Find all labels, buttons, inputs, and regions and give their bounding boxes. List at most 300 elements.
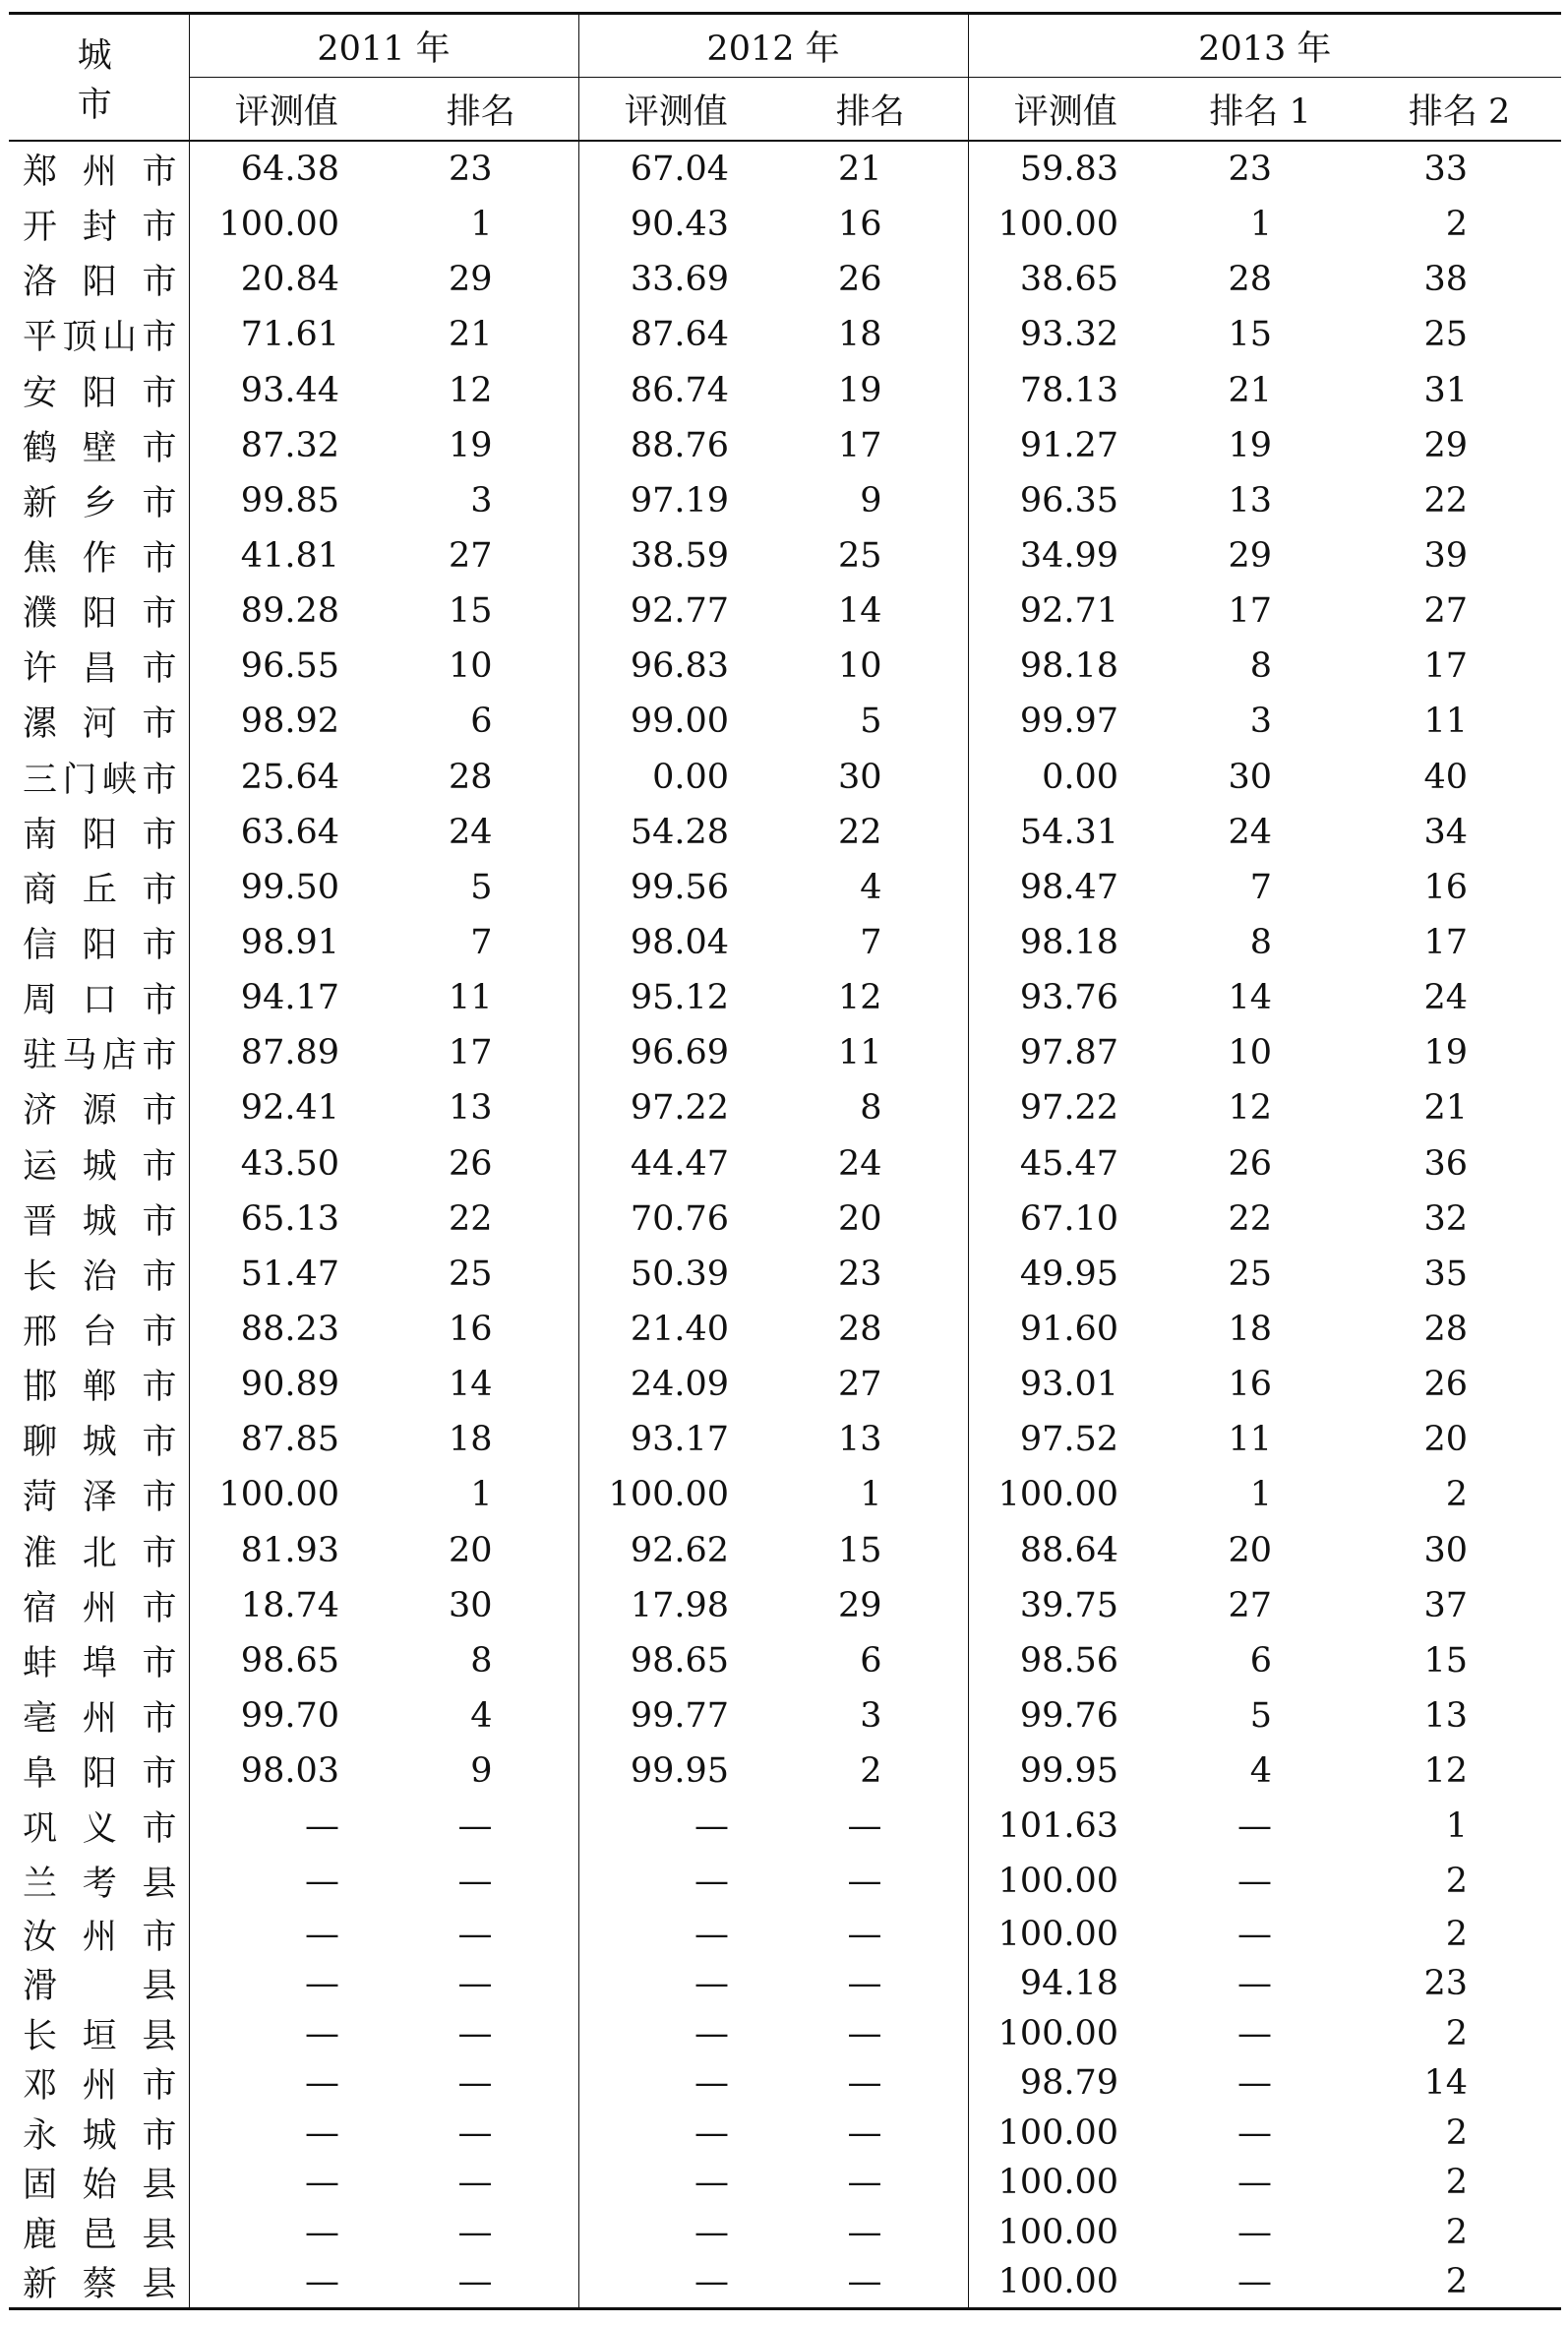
city-name-cell: 兰考县 <box>23 1865 177 1905</box>
score-2013-cell: 99.76 <box>968 1688 1163 1744</box>
rank1-2013-cell: 8 <box>1249 646 1273 687</box>
rank-2011-cell: 21 <box>448 315 493 355</box>
city-name-cell: 巩义市 <box>23 1809 177 1850</box>
city-name-cell: 焦作市 <box>23 539 177 580</box>
rank2-2013-cell: 22 <box>1423 480 1469 520</box>
rank2-2013-cell: 34 <box>1423 812 1469 852</box>
city-name-cell: 邯郸市 <box>23 1368 177 1408</box>
city-name-cell: 信阳市 <box>23 926 177 966</box>
evaluation-table-container <box>9 12 1561 2310</box>
rank1-2013-cell: 5 <box>1249 1696 1273 1736</box>
score-2012-cell: 96.69 <box>578 1025 773 1080</box>
city-evaluation-table <box>9 12 1561 2310</box>
rank-2012-cell: 1 <box>860 1475 882 1515</box>
rank1-2013-cell: 26 <box>1228 1143 1273 1184</box>
rank-2011-cell: 12 <box>448 370 493 410</box>
rank-2012-cell: 30 <box>837 757 882 797</box>
score-2011-cell: 99.50 <box>189 860 384 915</box>
city-name-cell: 郑州市 <box>23 153 177 193</box>
rank-2012-cell: — <box>847 2163 882 2203</box>
rank2-2013-cell: 26 <box>1423 1365 1469 1405</box>
rank2-2013-cell: 2 <box>1445 2013 1469 2053</box>
table-row <box>9 970 1561 1025</box>
score-2012-cell: 99.77 <box>578 1688 773 1744</box>
rank-2012-cell: — <box>847 2112 882 2153</box>
year-2011-header: 2011 年 <box>189 14 578 78</box>
city-name-cell: 新蔡县 <box>9 2257 189 2308</box>
rank1-2013-cell: 10 <box>1228 1033 1273 1073</box>
city-name-cell: 固始县 <box>23 2166 177 2206</box>
score-2012-cell: 17.98 <box>578 1578 773 1633</box>
rank2-2013-cell: 2 <box>1445 1475 1469 1515</box>
rank-2012-cell: 8 <box>860 1088 882 1129</box>
rank-2011-cell: 22 <box>448 1198 493 1239</box>
score-2013-cell: 38.65 <box>968 252 1163 307</box>
rank-2012-cell: 19 <box>837 370 882 410</box>
rank1-2013-cell: 29 <box>1228 536 1273 577</box>
city-name-cell: 鹿邑县 <box>23 2215 177 2255</box>
table-row <box>9 1688 1561 1744</box>
city-name-cell: 驻马店市 <box>23 1036 177 1076</box>
rank-2011-cell: 26 <box>448 1143 493 1184</box>
rank1-2013-cell: 16 <box>1228 1365 1273 1405</box>
score-2013-cell: 100.00 <box>968 1910 1163 1960</box>
score-2011-cell: 41.81 <box>189 528 384 583</box>
city-name-cell: 安阳市 <box>23 373 177 413</box>
table-row <box>9 418 1561 473</box>
table-row <box>9 639 1561 694</box>
score-2011-cell: 18.74 <box>189 1578 384 1633</box>
rank1-2013-cell: — <box>1237 1862 1273 1902</box>
rank-2011-cell: 25 <box>448 1254 493 1294</box>
rank1-2013-cell: 13 <box>1228 480 1273 520</box>
table-row <box>9 2208 1561 2258</box>
rank-2011-cell: — <box>457 2163 493 2203</box>
rank-2011-cell: 9 <box>470 1751 493 1792</box>
score-2013-cell: 100.00 <box>968 2158 1163 2208</box>
year-2013-header: 2013 年 <box>968 14 1561 78</box>
rank2-2013-cell: 35 <box>1423 1254 1469 1294</box>
rank2-2013-cell: 13 <box>1423 1696 1469 1736</box>
score-2013-cell: 101.63 <box>968 1799 1163 1854</box>
year-2012-header: 2012 年 <box>578 14 968 78</box>
rank-2011-cell: — <box>384 2257 578 2308</box>
rank1-2013-cell: 15 <box>1228 315 1273 355</box>
score-2011-cell: — <box>189 2058 384 2109</box>
rank1-2013-cell: — <box>1237 2212 1273 2252</box>
score-2012-cell: 54.28 <box>578 805 773 860</box>
score-2012-cell: 88.76 <box>578 418 773 473</box>
rank1-2013-cell: 18 <box>1228 1310 1273 1350</box>
rank-2011-cell: 16 <box>448 1310 493 1350</box>
table-row <box>9 1633 1561 1688</box>
score-2011-cell: — <box>189 1910 384 1960</box>
city-name-cell: 周口市 <box>23 981 177 1021</box>
table-row <box>9 1910 1561 1960</box>
score-2012-cell: 90.43 <box>578 197 773 252</box>
city-name-cell: 邢台市 <box>23 1313 177 1353</box>
rank-2012-cell: 4 <box>860 867 882 907</box>
table-row <box>9 528 1561 583</box>
table-row <box>9 1247 1561 1302</box>
rank-2011-cell: 18 <box>448 1420 493 1460</box>
rank1-2013-cell: — <box>1237 2163 1273 2203</box>
score-2013-cell: 45.47 <box>968 1136 1163 1192</box>
table-row <box>9 1357 1561 1412</box>
rank-2011-cell: — <box>457 2013 493 2053</box>
rank1-2013-cell: 14 <box>1228 978 1273 1018</box>
score-2013-cell: 98.18 <box>968 639 1163 694</box>
score-2011-cell: — <box>189 1799 384 1854</box>
rank2-2013-cell: 24 <box>1423 978 1469 1018</box>
rank1-2013-cell: 1 <box>1249 205 1273 245</box>
rank1-2013-cell: 11 <box>1228 1420 1273 1460</box>
score-2012-cell: 97.22 <box>578 1080 773 1135</box>
rank-2012-cell: 22 <box>837 812 882 852</box>
table-row <box>9 141 1561 197</box>
score-2012-cell: 92.62 <box>578 1523 773 1578</box>
rank-2012-cell: — <box>847 1914 882 1954</box>
rank1-2013-cell: 27 <box>1228 1585 1273 1625</box>
score-2013-cell: 97.22 <box>968 1080 1163 1135</box>
rank-2011-cell: 30 <box>448 1585 493 1625</box>
rank-2011-cell: 15 <box>448 591 493 632</box>
score-2013-cell: 100.00 <box>968 2009 1163 2059</box>
score-2011-cell: 87.32 <box>189 418 384 473</box>
score-2012-cell: 95.12 <box>578 970 773 1025</box>
rank1-2013-cell: 12 <box>1228 1088 1273 1129</box>
city-name-cell: 许昌市 <box>23 649 177 690</box>
rank-2012-cell: — <box>847 1862 882 1902</box>
score-2012-cell: — <box>578 2009 773 2059</box>
rank1-2013-cell: 3 <box>1249 702 1273 742</box>
city-name-cell: 阜阳市 <box>23 1754 177 1795</box>
score-2012-cell: — <box>578 2109 773 2159</box>
table-row <box>9 750 1561 805</box>
score-2011-cell: 92.41 <box>189 1080 384 1135</box>
score-2012-cell: 99.00 <box>578 694 773 749</box>
score-2012-cell: 0.00 <box>578 750 773 805</box>
city-name-cell: 永城市 <box>23 2115 177 2156</box>
table-row <box>9 473 1561 528</box>
score-2013-cell: 0.00 <box>968 750 1163 805</box>
city-name-cell: 三门峡市 <box>23 760 177 800</box>
score-2011-cell: 98.91 <box>189 915 384 970</box>
score-2011-cell: — <box>189 1854 384 1909</box>
rank-2011-cell: 3 <box>470 480 493 520</box>
rank1-2013-header: 排名 1 <box>1163 78 1357 142</box>
table-row <box>9 915 1561 970</box>
score-2012-cell: 44.47 <box>578 1136 773 1192</box>
score-2012-cell: 98.65 <box>578 1633 773 1688</box>
score-2012-cell: 92.77 <box>578 583 773 639</box>
rank2-2013-cell: 27 <box>1423 591 1469 632</box>
score-2011-cell: 63.64 <box>189 805 384 860</box>
rank-2012-cell: — <box>773 2257 968 2308</box>
rank2-2013-cell: 2 <box>1445 2163 1469 2203</box>
city-name-cell: 蚌埠市 <box>23 1643 177 1683</box>
rank-2012-cell: 7 <box>860 923 882 963</box>
rank1-2013-cell: 4 <box>1249 1751 1273 1792</box>
rank2-2013-cell: 15 <box>1423 1640 1469 1681</box>
score-2011-cell: — <box>189 2009 384 2059</box>
rank1-2013-cell: 22 <box>1228 1198 1273 1239</box>
score-2011-cell: 100.00 <box>189 1467 384 1522</box>
rank1-2013-cell: 30 <box>1228 757 1273 797</box>
score-2011-cell: 89.28 <box>189 583 384 639</box>
city-name-cell: 开封市 <box>23 208 177 248</box>
score-2012-cell: — <box>578 1854 773 1909</box>
score-2011-cell: 51.47 <box>189 1247 384 1302</box>
score-2012-cell: — <box>578 1799 773 1854</box>
score-2011-cell: 99.70 <box>189 1688 384 1744</box>
table-row <box>9 694 1561 749</box>
score-2011-cell: 81.93 <box>189 1523 384 1578</box>
city-name-cell: 亳州市 <box>23 1699 177 1739</box>
score-2012-cell: 67.04 <box>578 141 773 197</box>
city-name-cell: 洛阳市 <box>23 263 177 303</box>
score-2013-cell: 67.10 <box>968 1192 1163 1247</box>
rank-2011-cell: 1 <box>470 205 493 245</box>
rank-2011-cell: — <box>457 2112 493 2153</box>
rank-2011-cell: 27 <box>448 536 493 577</box>
score-2011-header: 评测值 <box>189 78 384 142</box>
score-2012-cell: 33.69 <box>578 252 773 307</box>
score-2013-cell: 54.31 <box>968 805 1163 860</box>
score-2011-cell: 71.61 <box>189 307 384 362</box>
score-2012-cell: 93.17 <box>578 1412 773 1467</box>
table-row <box>9 2058 1561 2109</box>
rank-2012-cell: 16 <box>837 205 882 245</box>
rank2-2013-cell: 12 <box>1423 1751 1469 1792</box>
rank-2012-cell: 27 <box>837 1365 882 1405</box>
table-body <box>9 141 1561 2308</box>
score-2011-cell: — <box>189 2257 384 2308</box>
rank-2012-cell: — <box>847 1964 882 2004</box>
score-2011-cell: 98.03 <box>189 1744 384 1799</box>
rank-2012-cell: 26 <box>837 260 882 300</box>
score-2013-cell: 100.00 <box>968 2257 1163 2308</box>
rank-2012-cell: 18 <box>837 315 882 355</box>
rank1-2013-cell: — <box>1237 2063 1273 2104</box>
score-2011-cell: 94.17 <box>189 970 384 1025</box>
score-2013-cell: 97.52 <box>968 1412 1163 1467</box>
rank2-2013-cell: 2 <box>1445 2112 1469 2153</box>
city-name-cell: 长垣县 <box>23 2016 177 2056</box>
rank1-2013-cell: 8 <box>1249 923 1273 963</box>
rank2-2013-cell: 17 <box>1423 923 1469 963</box>
rank-2012-cell: 29 <box>837 1585 882 1625</box>
rank2-2013-cell: 30 <box>1423 1530 1469 1570</box>
rank2-2013-cell: 14 <box>1423 2063 1469 2104</box>
rank-2011-cell: 10 <box>448 646 493 687</box>
score-2011-cell: 65.13 <box>189 1192 384 1247</box>
table-row <box>9 197 1561 252</box>
rank1-2013-cell: — <box>1163 2257 1357 2308</box>
rank1-2013-cell: 23 <box>1228 150 1273 190</box>
score-2011-cell: — <box>189 2109 384 2159</box>
rank2-2013-cell: 2 <box>1445 1914 1469 1954</box>
score-2013-cell: 98.18 <box>968 915 1163 970</box>
rank1-2013-cell: 25 <box>1228 1254 1273 1294</box>
rank1-2013-cell: 20 <box>1228 1530 1273 1570</box>
score-2011-cell: — <box>189 2158 384 2208</box>
table-row <box>9 2257 1561 2308</box>
city-name-cell: 鹤壁市 <box>23 428 177 468</box>
rank1-2013-cell: 19 <box>1228 425 1273 465</box>
score-2012-cell: 50.39 <box>578 1247 773 1302</box>
score-2011-cell: 98.65 <box>189 1633 384 1688</box>
table-row <box>9 2009 1561 2059</box>
rank-2012-cell: — <box>847 2063 882 2104</box>
score-2012-cell: 98.04 <box>578 915 773 970</box>
score-2013-cell: 39.75 <box>968 1578 1163 1633</box>
city-name-cell: 平顶山市 <box>23 318 177 358</box>
score-2012-cell: 99.56 <box>578 860 773 915</box>
city-name-cell: 滑县 <box>23 1967 177 2007</box>
score-2012-cell: 96.83 <box>578 639 773 694</box>
rank-2012-cell: 25 <box>837 536 882 577</box>
score-2011-cell: 20.84 <box>189 252 384 307</box>
score-2011-cell: — <box>189 2208 384 2258</box>
score-2012-cell: 21.40 <box>578 1302 773 1357</box>
city-name-cell: 宿州市 <box>23 1588 177 1628</box>
rank-2011-cell: 5 <box>470 867 493 907</box>
rank2-2013-cell: 39 <box>1423 536 1469 577</box>
rank-2012-cell: — <box>847 2013 882 2053</box>
rank2-2013-cell: 23 <box>1423 1964 1469 2004</box>
city-name-cell: 聊城市 <box>23 1423 177 1463</box>
score-2013-cell: 98.79 <box>968 2058 1163 2109</box>
rank-2012-cell: 21 <box>837 150 882 190</box>
rank1-2013-cell: 6 <box>1249 1640 1273 1681</box>
rank-2011-cell: 23 <box>448 150 493 190</box>
score-2013-cell: 98.47 <box>968 860 1163 915</box>
score-2013-cell: 99.97 <box>968 694 1163 749</box>
score-2013-cell: 49.95 <box>968 1247 1163 1302</box>
city-name-cell: 漯河市 <box>23 704 177 745</box>
rank2-2013-cell: 32 <box>1423 1198 1469 1239</box>
city-name-cell: 汝州市 <box>23 1917 177 1957</box>
score-2013-cell: 100.00 <box>968 1467 1163 1522</box>
city-name-cell: 淮北市 <box>23 1533 177 1573</box>
city-name-cell: 邓州市 <box>23 2066 177 2107</box>
rank-2011-cell: 4 <box>470 1696 493 1736</box>
rank-2011-cell: 8 <box>470 1640 493 1681</box>
table-row <box>9 1025 1561 1080</box>
rank-2011-cell: 11 <box>448 978 493 1018</box>
rank-2012-cell: 14 <box>837 591 882 632</box>
rank1-2013-cell: — <box>1237 2112 1273 2153</box>
rank1-2013-cell: — <box>1237 1806 1273 1847</box>
score-2013-cell: 100.00 <box>968 1854 1163 1909</box>
score-2011-cell: 87.85 <box>189 1412 384 1467</box>
table-row <box>9 1136 1561 1192</box>
rank1-2013-cell: 24 <box>1228 812 1273 852</box>
score-2012-cell: 99.95 <box>578 1744 773 1799</box>
rank2-2013-cell: 20 <box>1423 1420 1469 1460</box>
score-2012-cell: — <box>578 1910 773 1960</box>
table-row <box>9 307 1561 362</box>
score-2011-cell: 25.64 <box>189 750 384 805</box>
rank1-2013-cell: — <box>1237 2013 1273 2053</box>
score-2013-cell: 59.83 <box>968 141 1163 197</box>
score-2012-cell: 87.64 <box>578 307 773 362</box>
rank2-2013-cell: 2 <box>1357 2257 1561 2308</box>
rank-2011-cell: 28 <box>448 757 493 797</box>
score-2011-cell: — <box>189 1959 384 2009</box>
rank-2011-cell: 7 <box>470 923 493 963</box>
rank2-2013-cell: 36 <box>1423 1143 1469 1184</box>
rank2-2013-cell: 1 <box>1445 1806 1469 1847</box>
rank-2012-cell: 9 <box>860 480 882 520</box>
rank1-2013-cell: 28 <box>1228 260 1273 300</box>
rank2-2013-cell: 2 <box>1445 205 1469 245</box>
rank-2012-cell: 11 <box>837 1033 882 1073</box>
rank-2011-cell: 19 <box>448 425 493 465</box>
rank-2011-cell: — <box>457 1806 493 1847</box>
rank1-2013-cell: — <box>1237 1914 1273 1954</box>
rank-2011-cell: 20 <box>448 1530 493 1570</box>
score-2013-cell: 99.95 <box>968 1744 1163 1799</box>
score-2011-cell: 43.50 <box>189 1136 384 1192</box>
score-2013-cell: 91.60 <box>968 1302 1163 1357</box>
rank2-2013-cell: 21 <box>1423 1088 1469 1129</box>
rank-2012-cell: 6 <box>860 1640 882 1681</box>
table-row <box>9 1578 1561 1633</box>
score-2013-cell: 34.99 <box>968 528 1163 583</box>
rank2-2013-cell: 28 <box>1423 1310 1469 1350</box>
score-2011-cell: 100.00 <box>189 197 384 252</box>
table-row <box>9 1412 1561 1467</box>
score-2013-cell: 96.35 <box>968 473 1163 528</box>
table-row <box>9 2109 1561 2159</box>
table-row <box>9 1959 1561 2009</box>
rank2-2013-cell: 31 <box>1423 370 1469 410</box>
table-row <box>9 1302 1561 1357</box>
score-2013-cell: 88.64 <box>968 1523 1163 1578</box>
score-2013-cell: 78.13 <box>968 363 1163 418</box>
rank-2011-cell: — <box>457 2063 493 2104</box>
table-row <box>9 1799 1561 1854</box>
city-name-cell: 商丘市 <box>23 870 177 910</box>
score-2012-cell: 24.09 <box>578 1357 773 1412</box>
rank2-2013-cell: 16 <box>1423 867 1469 907</box>
rank-2011-cell: 14 <box>448 1365 493 1405</box>
rank-2012-cell: 24 <box>837 1143 882 1184</box>
rank2-2013-cell: 33 <box>1423 150 1469 190</box>
score-2012-cell: — <box>578 2208 773 2258</box>
city-name-cell: 新乡市 <box>23 483 177 523</box>
score-2011-cell: 93.44 <box>189 363 384 418</box>
score-2012-cell: — <box>578 2158 773 2208</box>
rank2-2013-cell: 19 <box>1423 1033 1469 1073</box>
rank-2012-cell: 20 <box>837 1198 882 1239</box>
rank2-2013-cell: 29 <box>1423 425 1469 465</box>
score-2011-cell: 98.92 <box>189 694 384 749</box>
rank-2012-cell: 2 <box>860 1751 882 1792</box>
score-2011-cell: 64.38 <box>189 141 384 197</box>
score-2012-cell: — <box>578 2257 773 2308</box>
rank2-2013-cell: 40 <box>1423 757 1469 797</box>
rank-2012-cell: 3 <box>860 1696 882 1736</box>
rank2-2013-cell: 38 <box>1423 260 1469 300</box>
score-2012-cell: 86.74 <box>578 363 773 418</box>
score-2013-cell: 91.27 <box>968 418 1163 473</box>
score-2013-cell: 100.00 <box>968 2109 1163 2159</box>
rank-2012-cell: 15 <box>837 1530 882 1570</box>
rank-2012-cell: 23 <box>837 1254 882 1294</box>
